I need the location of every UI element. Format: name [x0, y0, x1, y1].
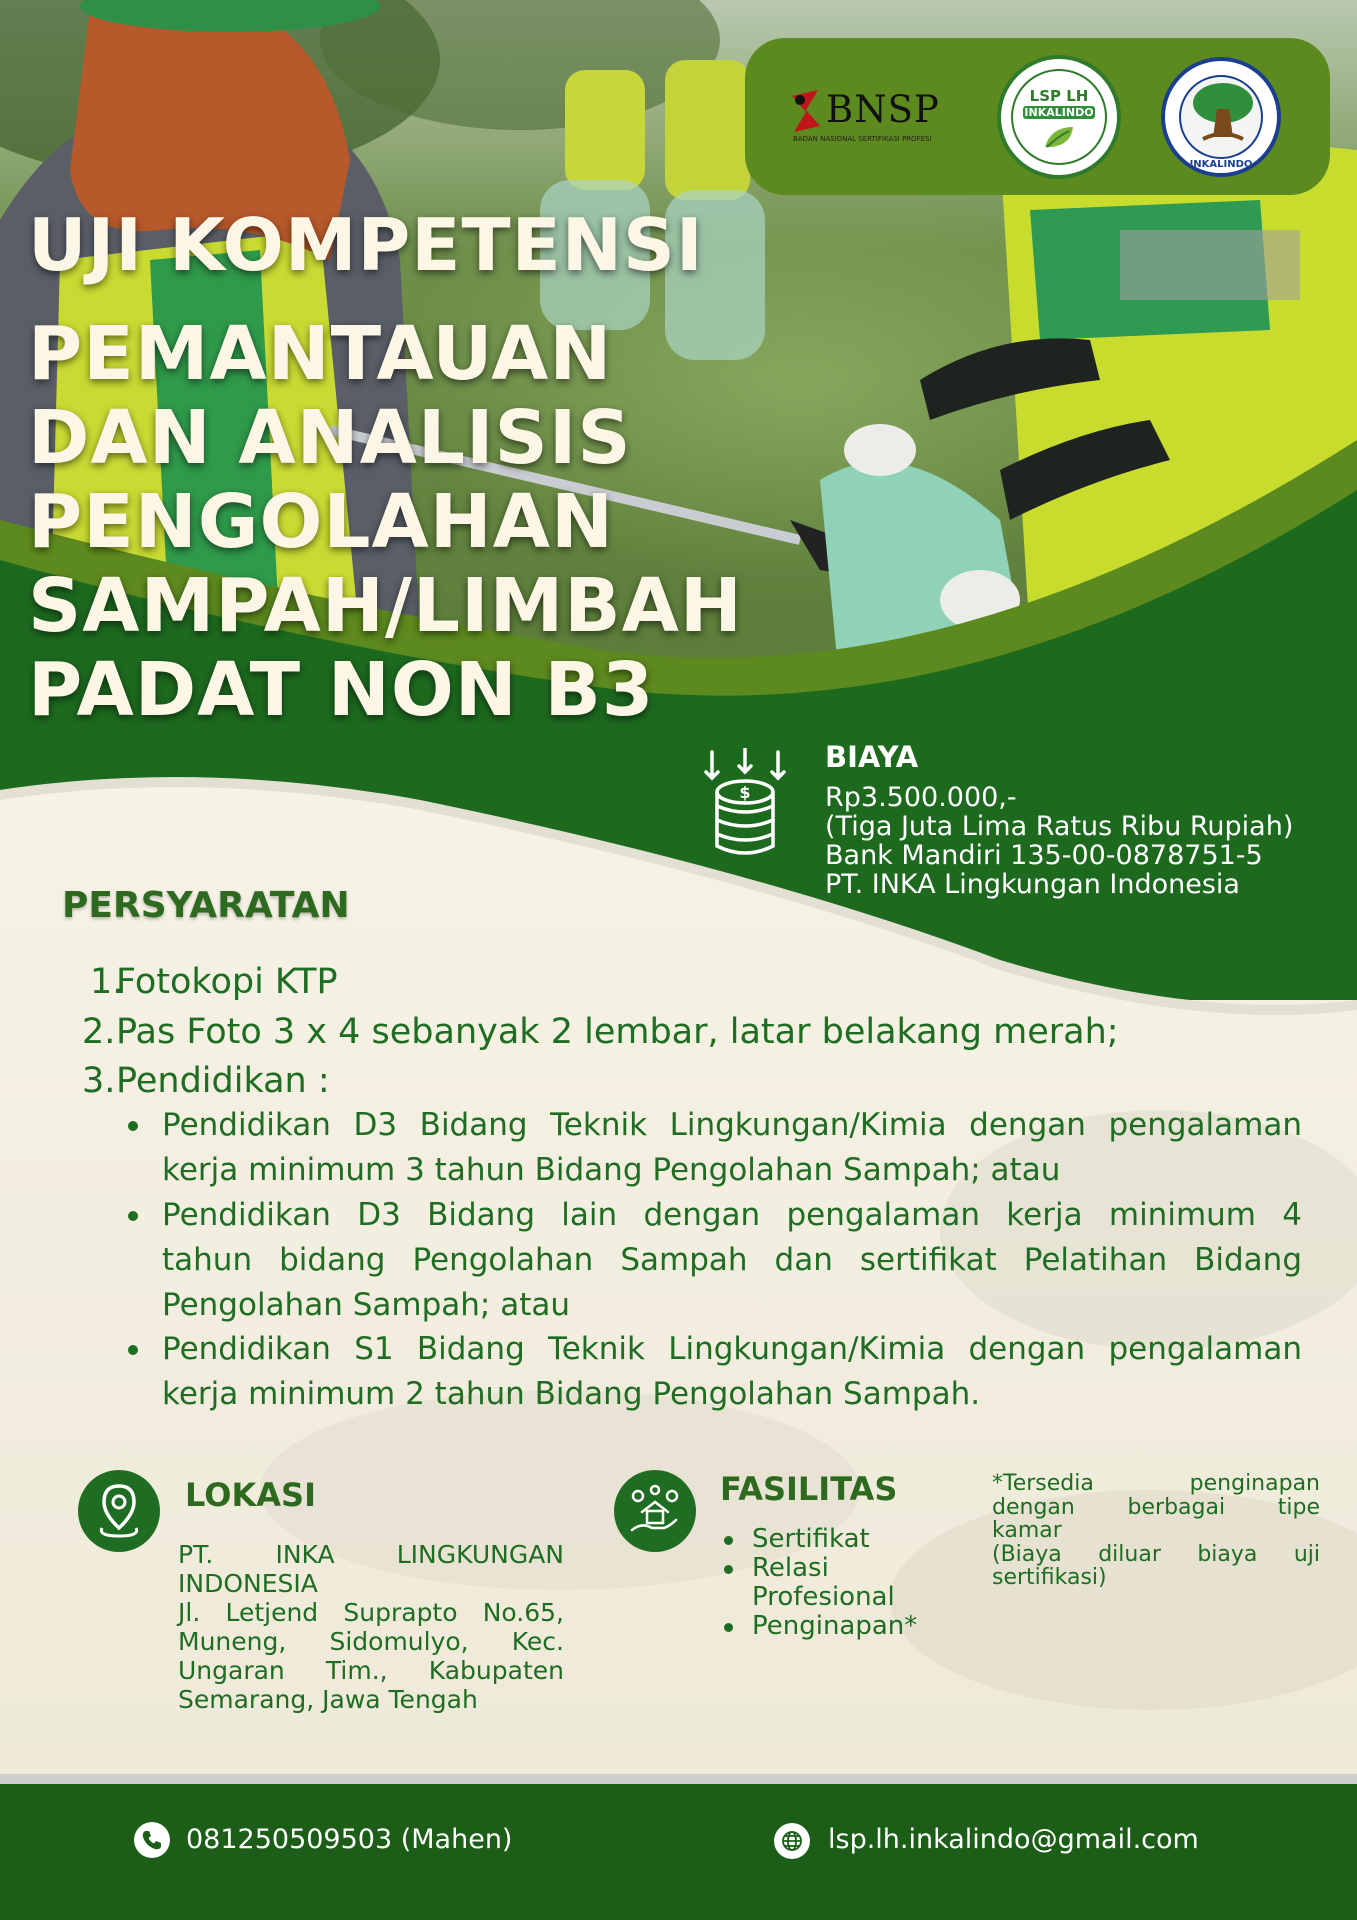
fas-3-bullet	[724, 1623, 733, 1632]
footer-email[interactable]: lsp.lh.inkalindo@gmail.com	[828, 1824, 1199, 1855]
title-line-1: UJI KOMPETENSI	[28, 203, 704, 287]
money-coins-icon	[702, 748, 788, 860]
lsp-name-line1: LSP LH	[1029, 87, 1089, 105]
lokasi-line-2: INDONESIA	[178, 1569, 318, 1598]
fasilitas-icon-badge	[614, 1470, 696, 1552]
tree-icon	[1187, 79, 1259, 151]
edu-1-line1: Pendidikan D3 Bidang Teknik Lingkungan/Kimia dengan pengalaman	[162, 1107, 1302, 1143]
fasilitas-heading: FASILITAS	[720, 1470, 898, 1508]
edu-3-line1: Pendidikan S1 Bidang Teknik Lingkungan/Kimia dengan pengalaman	[162, 1331, 1302, 1367]
bnsp-subtitle: BADAN NASIONAL SERTIFIKASI PROFESI	[793, 135, 932, 143]
fas-item-3: Penginapan*	[752, 1611, 918, 1641]
lokasi-line-5: Ungaran Tim., Kabupaten	[178, 1656, 564, 1685]
edu-2-line3: Pengolahan Sampah; atau	[162, 1287, 570, 1323]
footer-phone[interactable]: 081250509503 (Mahen)	[186, 1824, 513, 1855]
persyaratan-heading: PERSYARATAN	[62, 885, 350, 926]
title-line-6: PADAT NON B3	[28, 647, 655, 733]
biaya-account-name: PT. INKA Lingkungan Indonesia	[825, 869, 1240, 900]
req-1-number: 1.	[90, 962, 124, 1002]
req-3-number: 3.	[82, 1061, 116, 1101]
lokasi-heading: LOKASI	[185, 1476, 316, 1514]
biaya-price: Rp3.500.000,-	[825, 782, 1017, 813]
req-2-number: 2.	[82, 1012, 116, 1052]
fas-2-bullet	[724, 1565, 733, 1574]
edu-3-bullet	[128, 1345, 138, 1355]
fas-item-1: Sertifikat	[752, 1524, 870, 1554]
biaya-price-words: (Tiga Juta Lima Ratus Ribu Rupiah)	[825, 811, 1294, 842]
lokasi-line-4: Muneng, Sidomulyo, Kec.	[178, 1627, 564, 1656]
lokasi-line-3: Jl. Letjend Suprapto No.65,	[178, 1598, 564, 1627]
lokasi-line-1: PT. INKA LINGKUNGAN	[178, 1540, 564, 1569]
inkalindo-name: INKALINDO	[1189, 159, 1253, 170]
fas-note-4: (Biaya diluar biaya uji	[992, 1542, 1320, 1567]
lokasi-icon-badge	[78, 1470, 160, 1552]
lsp-name-line2: INKALINDO	[1024, 106, 1094, 119]
title-line-3: DAN ANALISIS	[28, 395, 632, 481]
fas-item-2: Relasi	[752, 1553, 829, 1583]
fas-1-bullet	[724, 1536, 733, 1545]
svg-text:$: $	[739, 783, 751, 802]
fas-item-2-cont: Profesional	[752, 1582, 895, 1612]
location-pin-icon	[96, 1482, 142, 1540]
req-1-text: Fotokopi KTP	[116, 962, 338, 1002]
bnsp-emblem-icon	[788, 86, 824, 136]
facilities-house-icon	[628, 1484, 682, 1538]
edu-3-line2: kerja minimum 2 tahun Bidang Pengolahan Sampah.	[162, 1376, 981, 1412]
edu-2-line2: tahun bidang Pengolahan Sampah dan sertifikat Pelatihan Bidang	[162, 1242, 1302, 1278]
title-line-2: PEMANTAUAN	[28, 311, 613, 397]
inkalindo-logo	[1161, 57, 1281, 177]
edu-2-line1: Pendidikan D3 Bidang lain dengan pengalaman kerja minimum 4	[162, 1197, 1302, 1233]
edu-1-line2: kerja minimum 3 tahun Bidang Pengolahan Sampah; atau	[162, 1152, 1061, 1188]
bnsp-name: BNSP	[826, 88, 940, 131]
leaf-icon	[1041, 123, 1077, 151]
edu-2-bullet	[128, 1211, 138, 1221]
biaya-bank: Bank Mandiri 135-00-0878751-5	[825, 840, 1263, 871]
biaya-heading: BIAYA	[825, 740, 919, 774]
lokasi-line-6: Semarang, Jawa Tengah	[178, 1685, 478, 1714]
fas-note-1: *Tersedia penginapan	[992, 1471, 1320, 1496]
bnsp-logo	[788, 86, 958, 146]
footer-divider	[0, 1774, 1357, 1784]
edu-1-bullet	[128, 1121, 138, 1131]
fas-note-2: dengan berbagai tipe	[992, 1495, 1320, 1520]
fas-note-3: kamar	[992, 1518, 1062, 1543]
phone-icon	[134, 1822, 170, 1858]
req-3-text: Pendidikan :	[116, 1061, 330, 1101]
lsp-lh-logo	[997, 55, 1121, 179]
title-line-4: PENGOLAHAN	[28, 479, 614, 565]
title-line-5: SAMPAH/LIMBAH	[28, 563, 743, 649]
req-2-text: Pas Foto 3 x 4 sebanyak 2 lembar, latar belakang merah;	[116, 1012, 1119, 1052]
globe-icon	[774, 1823, 810, 1859]
fas-note-5: sertifikasi)	[992, 1565, 1107, 1590]
